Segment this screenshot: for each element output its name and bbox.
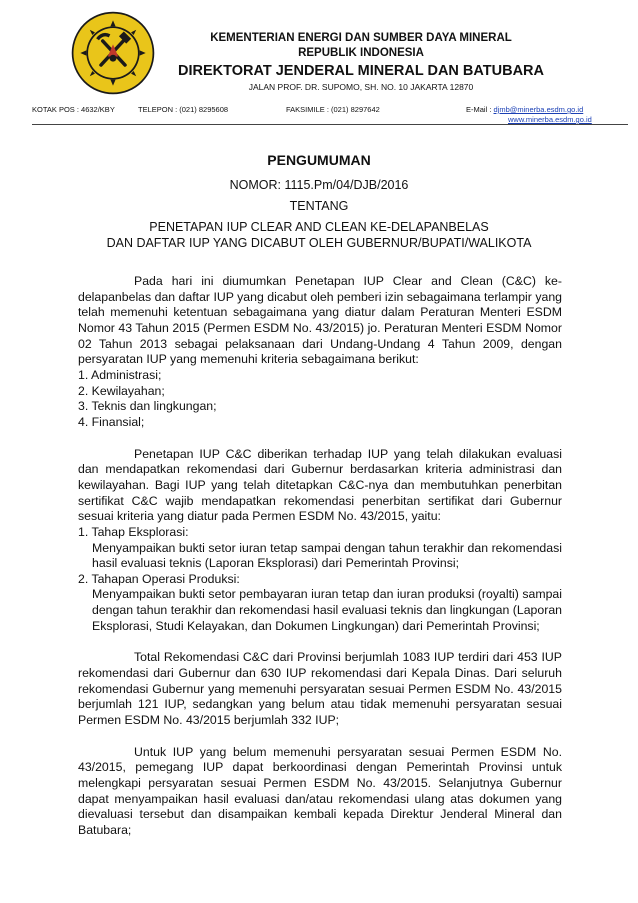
stage-label: 1. Tahap Eksplorasi:	[78, 524, 189, 539]
telepon: TELEPON : (021) 8295608	[138, 105, 229, 114]
criteria-item: 4. Finansial;	[78, 414, 145, 429]
faksimile: FAKSIMILE : (021) 8297642	[286, 105, 380, 114]
criteria-item: 1. Administrasi;	[78, 367, 162, 382]
stage-item	[78, 572, 562, 635]
email-line	[466, 105, 583, 115]
ministry-logo	[70, 10, 156, 96]
criteria-item: 3. Teknis dan lingkungan;	[78, 399, 217, 414]
subject-line-2: DAN DAFTAR IUP YANG DICABUT OLEH GUBERNUR/BUPATI/WALIKOTA	[106, 236, 532, 250]
paragraph-4: Untuk IUP yang belum memenuhi persyaratan sesuai Permen ESDM No. 43/2015, pemegang IUP dapat berkoordinasi dengan Pemerintah Provinsi untuk melengkapi persyaratan sesuai Permen ESDM No. 43/2015. Selanjutnya Gubernur dapat menyampaikan hasil evaluasi dan/atau rekomendasi ulang atas dokumen yang dievaluasi tersebut dan disampaikan kembali kepada Direktur Jenderal Mineral dan Batubara;	[78, 744, 562, 837]
paragraph-3: Total Rekomendasi C&C dari Provinsi berjumlah 1083 IUP terdiri dari 453 IUP rekomendasi dari Gubernur dan 630 IUP rekomendasi dari Kepala Dinas. Dari seluruh rekomendasi Gubernur yang memenuhi persyaratan sesuai Permen ESDM No. 43/2015 berjumlah 121 IUP, sedangkan yang belum atau tidak memenuhi persyaratan sesuai Permen ESDM No. 43/2015 berjumlah 332 IUP;	[78, 650, 562, 728]
ministry-line-1: KEMENTERIAN ENERGI DAN SUMBER DAYA MINERAL	[210, 32, 512, 44]
stage-description: Menyampaikan bukti setor iuran tetap sampai dengan tahun terakhir dan rekomendasi hasil evaluasi teknis (Laporan Eksplorasi) dari Pemerintah Provinsi;	[92, 540, 562, 571]
document-title: PENGUMUMAN	[267, 152, 371, 168]
criteria-list	[78, 368, 562, 431]
subject-line-1: PENETAPAN IUP CLEAR AND CLEAN KE-DELAPANBELAS	[149, 220, 489, 234]
stage-description: Menyampaikan bukti setor pembayaran iuran tetap dan iuran produksi (royalti) sampai dengan tahun terakhir dan rekomendasi hasil evaluasi teknis dan lingkungan (Laporan Eksplorasi, Studi Kelayakan, dan Dokumen Lingkungan) dari Pemerintah Provinsi;	[92, 587, 562, 633]
kotak-pos: KOTAK POS : 4632/KBY	[32, 105, 115, 114]
document-body	[78, 274, 562, 839]
email-link[interactable]: djmb@minerba.esdm.go.id	[493, 105, 584, 114]
paragraph-1: Pada hari ini diumumkan Penetapan IUP Clear and Clean (C&C) ke-delapanbelas dan daftar IUP yang dicabut oleh pemberi izin sebagaimana terlampir yang telah memenuhi ketentuan sebagaimana yang diatur dalam Peraturan Menteri ESDM Nomor 43 Tahun 2015 (Permen ESDM No. 43/2015) jo. Peraturan Menteri ESDM Nomor 02 Tahun 2013 sebagai pelaksanaan dari Undang-Undang 4 Tahun 2009, dengan persyaratan IUP yang memenuhi kriteria sebagaimana berikut:	[78, 274, 562, 367]
criteria-item: 2. Kewilayahan;	[78, 383, 165, 398]
stage-list	[78, 525, 562, 635]
document-number: NOMOR: 1115.Pm/04/DJB/2016	[229, 178, 409, 192]
letterhead-divider	[32, 124, 628, 125]
directorate-name: DIREKTORAT JENDERAL MINERAL DAN BATUBARA	[178, 63, 544, 79]
ministry-name	[160, 31, 562, 61]
email-label: E-Mail :	[466, 105, 494, 114]
stage-item	[78, 525, 562, 572]
ministry-line-2: REPUBLIK INDONESIA	[298, 47, 424, 59]
address: JALAN PROF. DR. SUPOMO, SH. NO. 10 JAKARTA 12870	[248, 82, 474, 92]
paragraph-2: Penetapan IUP C&C diberikan terhadap IUP yang telah dilakukan evaluasi dan mendapatkan rekomendasi dari Gubernur berdasarkan kriteria administrasi dan kewilayahan. Bagi IUP yang telah ditetapkan C&C-nya dan membutuhkan penerbitan sertifikat C&C wajib mendapatkan rekomendasi penerbitan sertifikat dari Gubernur sesuai kriteria yang diatur pada Permen ESDM No. 43/2015, yaitu:	[78, 446, 562, 524]
website-link[interactable]: www.minerba.esdm.go.id	[508, 115, 592, 124]
document-tentang: TENTANG	[289, 199, 349, 213]
stage-label: 2. Tahapan Operasi Produksi:	[78, 571, 240, 586]
